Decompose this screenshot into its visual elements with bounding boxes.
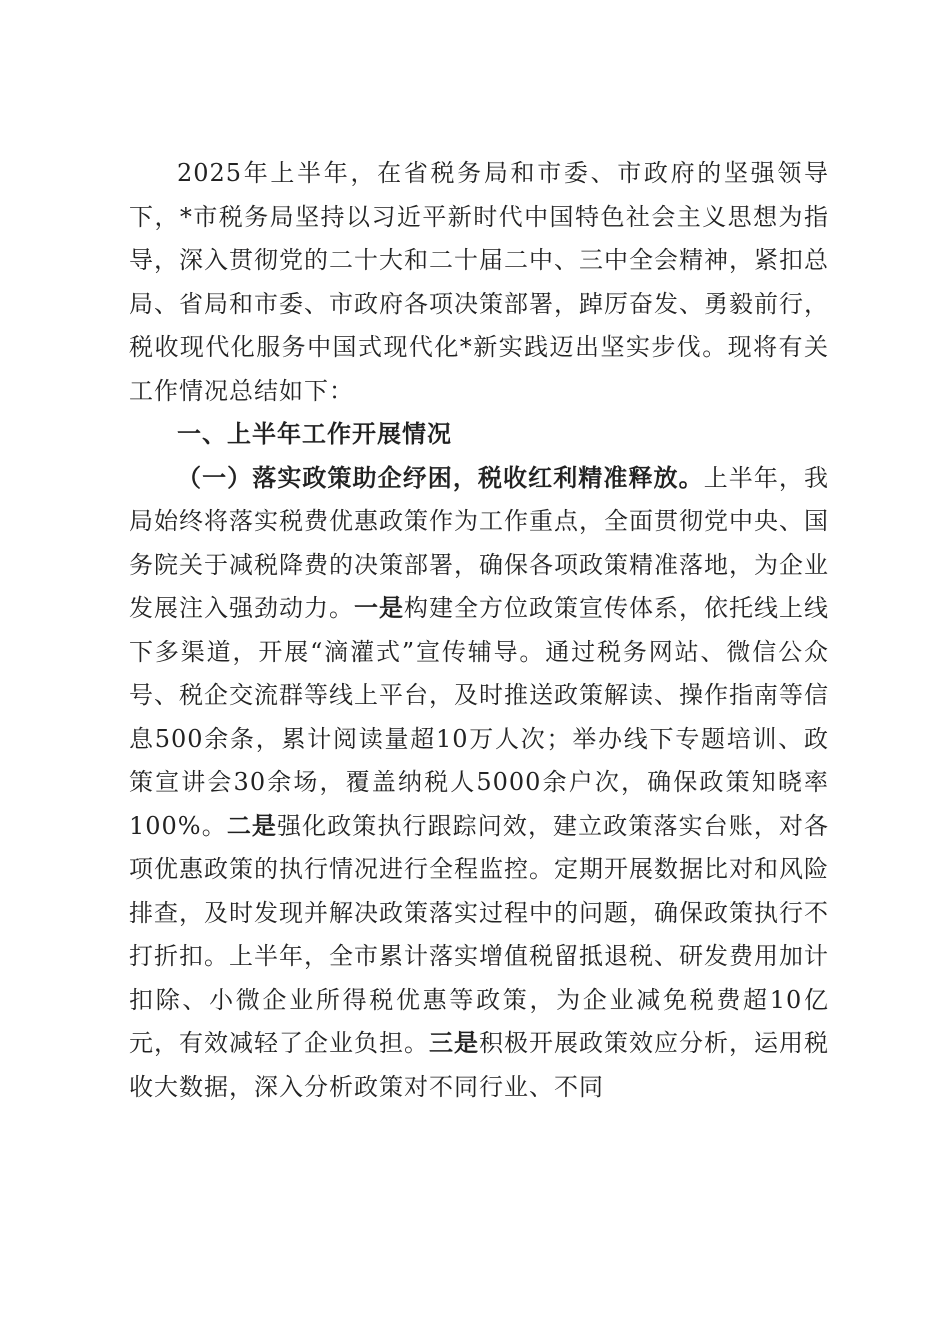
- subsection-lead-text: 上半年，我局始终将落实税费优惠政策作为工作重点，全面贯彻党中央、国务院关于减税降费的决策部署，确保各项政策精准落地，为企业发展注入强劲动力。: [129, 463, 830, 622]
- point-text-2: 强化政策执行跟踪问效，建立政策落实台账，对各项优惠政策的执行情况进行全程监控。定期开展数据比对和风险排查，及时发现并解决政策落实过程中的问题，确保政策执行不打折扣。上半年，全市累计落实增值税留抵退税、研发费用加计扣除、小微企业所得税优惠等政策，为企业减免税费超10亿元，有效减轻了企业负担。: [129, 811, 830, 1057]
- point-marker-2: 二是: [226, 811, 278, 840]
- document-body: [129, 152, 829, 1109]
- section-heading: 一、上半年工作开展情况: [177, 420, 452, 448]
- subsection-heading: （一）落实政策助企纾困，税收红利精准释放。: [177, 463, 704, 492]
- point-text-1: 构建全方位政策宣传体系，依托线上线下多渠道，开展“滴灌式”宣传辅导。通过税务网站、微信公众号、税企交流群等线上平台，及时推送政策解读、操作指南等信息500余条，累计阅读量超10万人次；举办线下专题培训、政策宣讲会30余场，覆盖纳税人5000余户次，确保政策知晓率100%。: [129, 594, 829, 840]
- point-text-3: 积极开展政策效应分析，运用税收大数据，深入分析政策对不同行业、不同: [129, 1029, 829, 1101]
- point-marker-1: 一是: [354, 594, 404, 622]
- intro-paragraph: 2025年上半年，在省税务局和市委、市政府的坚强领导下，*市税务局坚持以习近平新时代中国特色社会主义思想为指导，深入贯彻党的二十大和二十届二中、三中全会精神，紧扣总局、省局和市委、市政府各项决策部署，踔厉奋发、勇毅前行，税收现代化服务中国式现代化*新实践迈出坚实步伐。现将有关工作情况总结如下：: [129, 159, 829, 405]
- point-marker-3: 三是: [429, 1029, 479, 1057]
- subsection-paragraph: [129, 457, 829, 1110]
